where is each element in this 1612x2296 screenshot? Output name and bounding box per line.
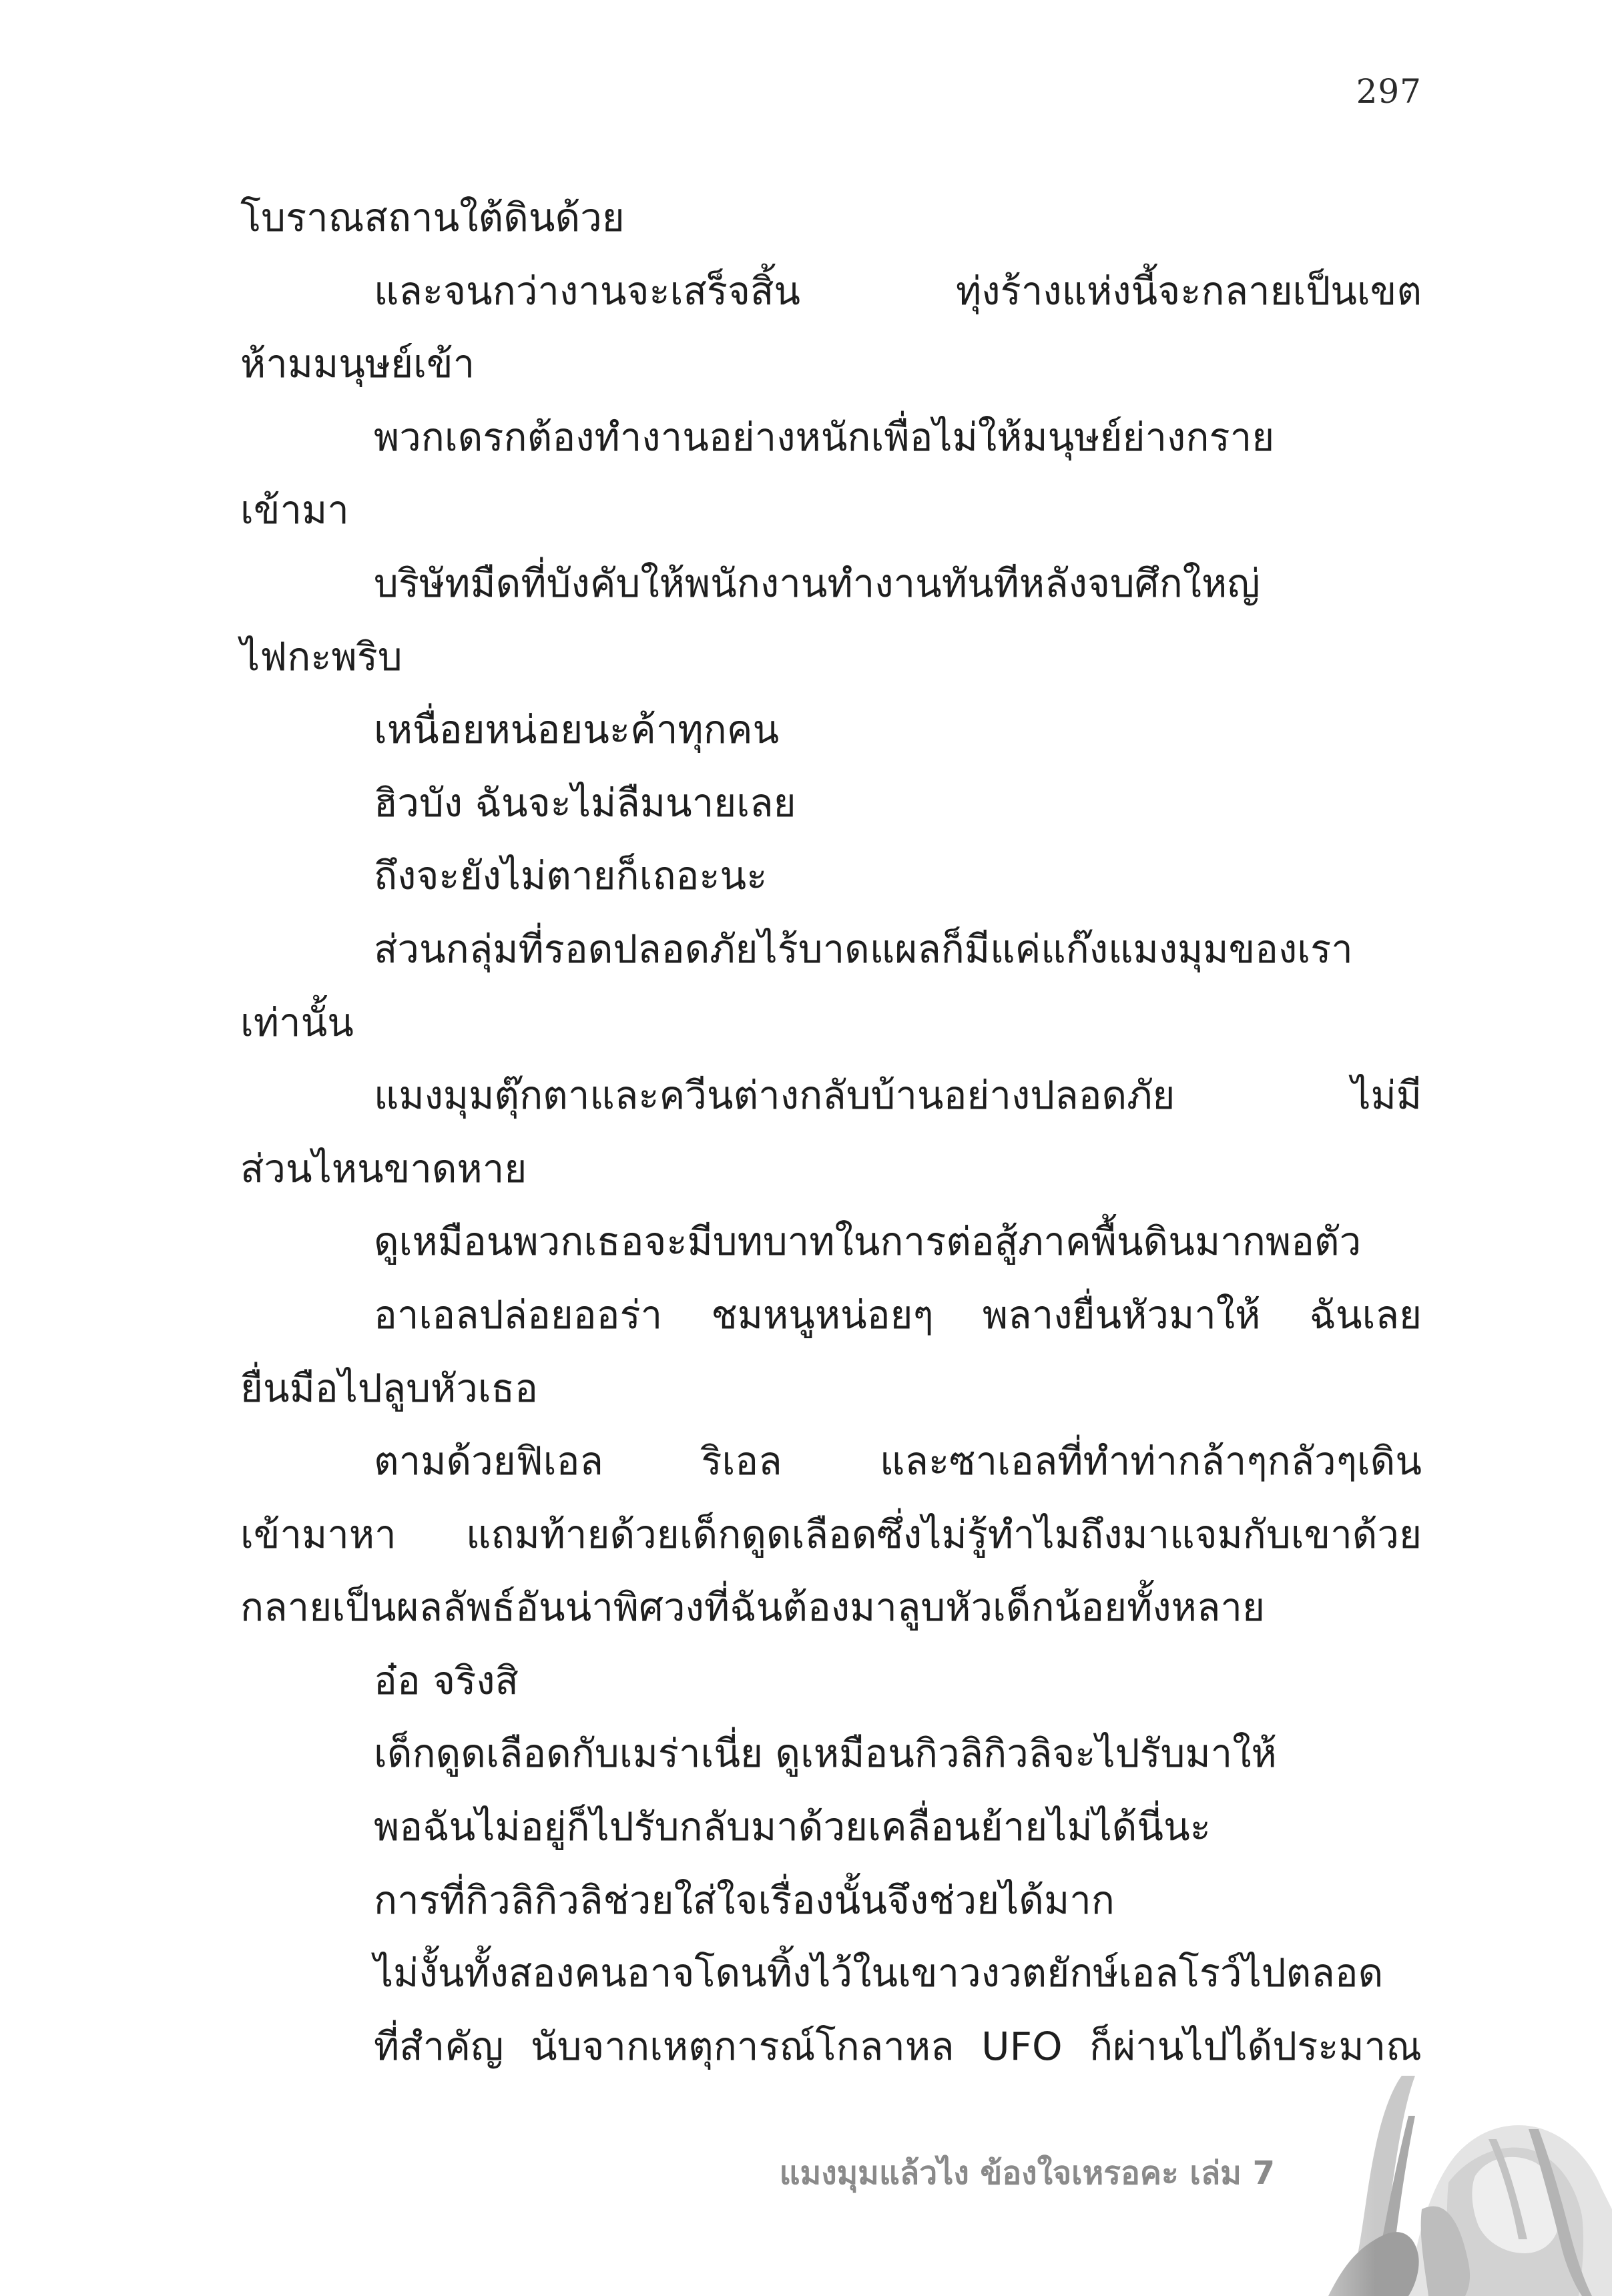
text-line: เด็กดูดเลือดกับเมร่าเนี่ย ดูเหมือนกิวลิกิวลิจะไปรับมาให้: [374, 1731, 1277, 1777]
text-line: ยื่นมือไปลูบหัวเธอ: [240, 1365, 538, 1411]
text-line: เหนื่อยหน่อยนะค้าทุกคน: [374, 707, 780, 753]
illustration-art: [1248, 2076, 1612, 2296]
text-line: ดูเหมือนพวกเธอจะมีบทบาทในการต่อสู้ภาคพื้นดินมากพอตัว: [374, 1219, 1362, 1265]
text-line: อ๋อ จริงสิ: [374, 1657, 519, 1703]
text-line: พอฉันไม่อยู่ก็ไปรับกลับมาด้วยเคลื่อนย้ายไม่ได้นี่นะ: [374, 1804, 1211, 1850]
text-line: เข้ามาหา แถมท้ายด้วยเด็กดูดเลือดซึ่งไม่รู้ทำไมถึงมาแจมกับเขาด้วย: [240, 1511, 1422, 1557]
text-line: ฮิวบัง ฉันจะไม่ลืมนายเลย: [374, 780, 796, 826]
text-line: บริษัทมืดที่บังคับให้พนักงานทำงานทันทีหลังจบศึกใหญ่: [374, 560, 1260, 606]
text-line: ไฟกะพริบ: [240, 633, 402, 679]
text-line: ตามด้วยฟิเอล ริเอล และซาเอลที่ทำท่ากล้าๆกลัวๆเดิน: [374, 1438, 1422, 1484]
text-line: ส่วนกลุ่มที่รอดปลอดภัยไร้บาดแผลก็มีแค่แก๊งแมงมุมของเรา: [374, 926, 1353, 972]
text-line: เท่านั้น: [240, 999, 354, 1045]
text-line: เข้ามา: [240, 487, 349, 533]
text-line: ไม่งั้นทั้งสองคนอาจโดนทิ้งไว้ในเขาวงวตยักษ์เอลโรว์ไปตลอด: [374, 1950, 1384, 1996]
text-line: อาเอลปล่อยออร่า ชมหนูหน่อยๆ พลางยื่นหัวมาให้ ฉันเลย: [374, 1292, 1422, 1338]
text-line: พวกเดรกต้องทำงานอย่างหนักเพื่อไม่ให้มนุษย์ย่างกราย: [374, 414, 1275, 460]
text-line: ห้ามมนุษย์เข้า: [240, 341, 475, 387]
text-line: ถึงจะยังไม่ตายก็เถอะนะ: [374, 853, 768, 899]
text-line: โบราณสถานใต้ดินด้วย: [240, 195, 625, 240]
text-line: และจนกว่างานจะเสร็จสิ้น ทุ่งร้างแห่งนี้จะกลายเป็นเขต: [374, 268, 1422, 314]
body-text: [240, 182, 1422, 2083]
text-line: ที่สำคัญ นับจากเหตุการณ์โกลาหล UFO ก็ผ่านไปได้ประมาณ: [374, 2023, 1422, 2069]
text-line: การที่กิวลิกิวลิช่วยใส่ใจเรื่องนั้นจึงช่วยได้มาก: [374, 1877, 1115, 1923]
text-line: ส่วนไหนขาดหาย: [240, 1145, 527, 1191]
text-line: แมงมุมตุ๊กตาและควีนต่างกลับบ้านอย่างปลอดภัย ไม่มี: [374, 1073, 1422, 1119]
text-line: กลายเป็นผลลัพธ์อันน่าพิศวงที่ฉันต้องมาลูบหัวเด็กน้อยทั้งหลาย: [240, 1585, 1265, 1631]
page-number: 297: [1356, 72, 1422, 111]
footer-book-title: แมงมุมแล้วไง ข้องใจเหรอคะ เล่ม 7: [779, 2155, 1275, 2192]
